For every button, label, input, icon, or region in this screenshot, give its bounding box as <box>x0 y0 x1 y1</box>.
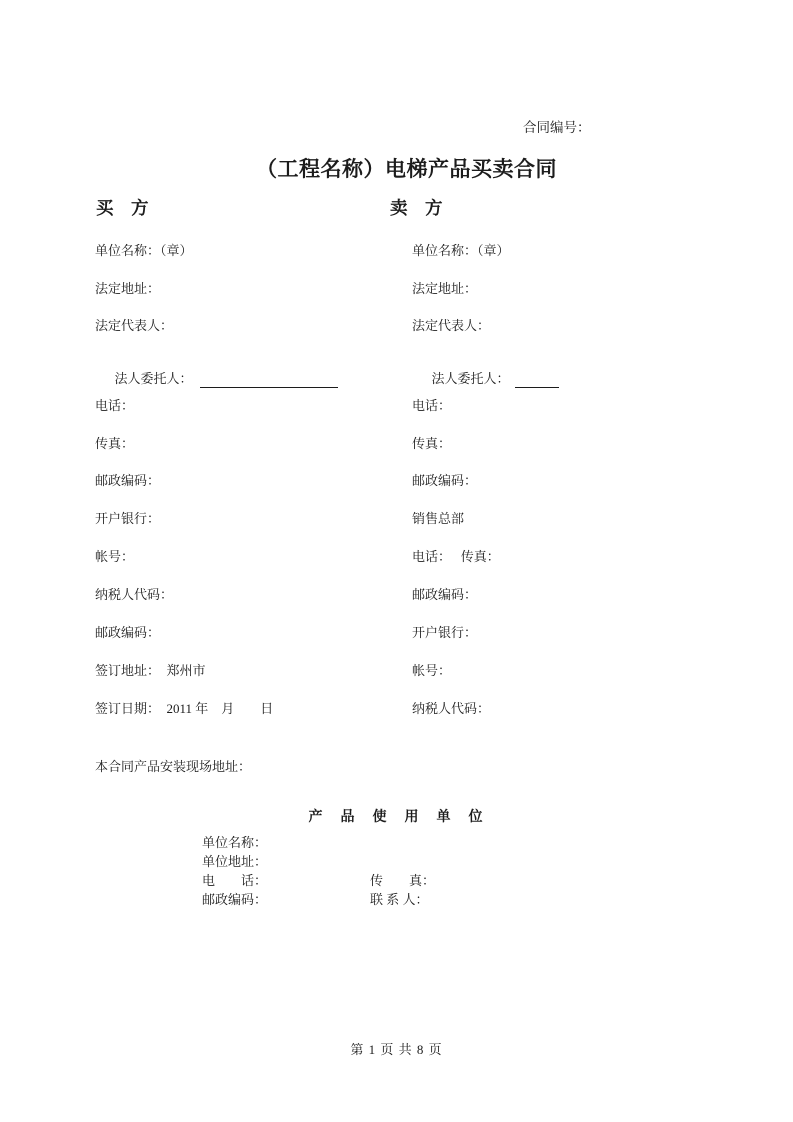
party-row <box>0 243 793 259</box>
document-title: （工程名称）电梯产品买卖合同 <box>256 157 557 181</box>
buyer-account-label: 帐号： <box>95 549 135 564</box>
party-row <box>0 318 793 334</box>
seller-account-label: 帐号： <box>412 663 452 678</box>
seller-legal-address-label: 法定地址： <box>412 281 478 296</box>
buyer-entrusted-agent-field <box>95 356 338 403</box>
party-row <box>0 473 793 489</box>
use-unit-address-label: 单位地址： <box>202 854 268 869</box>
buyer-legal-address-label: 法定地址： <box>95 281 161 296</box>
buyer-entrusted-agent-label: 法人委托人： <box>114 371 193 386</box>
seller-postcode2-label: 邮政编码： <box>412 587 478 602</box>
seller-sales-hq-label: 销售总部 <box>412 511 465 526</box>
signing-place-label: 签订地址： 郑州市 <box>95 663 206 678</box>
seller-section-header: 卖 方 <box>390 198 443 218</box>
party-row <box>0 587 793 603</box>
seller-taxpayer-code-label: 纳税人代码： <box>412 701 491 716</box>
party-row <box>0 625 793 641</box>
use-unit-name-label: 单位名称： <box>202 835 268 850</box>
party-row <box>0 663 793 679</box>
fill-in-line <box>200 375 338 388</box>
seller-unit-name-label: 单位名称：（章） <box>412 243 510 258</box>
seller-postcode-label: 邮政编码： <box>412 473 478 488</box>
party-row <box>0 549 793 565</box>
use-unit-phone-label: 电 话： <box>202 873 268 888</box>
product-use-unit-row <box>0 891 793 910</box>
seller-entrusted-agent-label: 法人委托人： <box>431 371 510 386</box>
use-unit-fax-label: 传 真： <box>370 873 436 888</box>
party-row <box>0 281 793 297</box>
party-row <box>0 436 793 452</box>
buyer-postcode-label: 邮政编码： <box>95 473 161 488</box>
seller-phone-fax-label: 电话： 传真： <box>412 549 500 564</box>
contract-number-label: 合同编号： <box>523 120 591 135</box>
party-row <box>0 511 793 527</box>
party-row <box>0 701 793 717</box>
fill-in-line <box>515 375 559 388</box>
use-unit-postcode-label: 邮政编码： <box>202 892 268 907</box>
page-number-indicator: 第 1 页 共 8 页 <box>350 1042 443 1057</box>
buyer-unit-name-label: 单位名称：（章） <box>95 243 193 258</box>
seller-entrusted-agent-field <box>412 356 559 403</box>
seller-bank-label: 开户银行： <box>412 625 478 640</box>
buyer-phone-label: 电话： <box>95 398 135 413</box>
buyer-postcode2-label: 邮政编码： <box>95 625 161 640</box>
buyer-bank-label: 开户银行： <box>95 511 161 526</box>
buyer-fax-label: 传真： <box>95 436 135 451</box>
buyer-taxpayer-code-label: 纳税人代码： <box>95 587 174 602</box>
party-row <box>0 356 793 386</box>
seller-fax-label: 传真： <box>412 436 452 451</box>
product-use-unit-row <box>0 872 793 891</box>
seller-phone-label: 电话： <box>412 398 452 413</box>
signing-date-label: 签订日期： 2011 年 月 日 <box>95 701 274 716</box>
product-use-unit-header: 产 品 使 用 单 位 <box>308 810 485 825</box>
installation-site-address-label: 本合同产品安装现场地址： <box>95 759 252 774</box>
buyer-legal-rep-label: 法定代表人： <box>95 318 174 333</box>
party-row <box>0 398 793 414</box>
product-use-unit-row <box>0 834 793 853</box>
use-unit-contact-label: 联 系 人： <box>370 892 429 907</box>
buyer-section-header: 买 方 <box>96 198 149 218</box>
product-use-unit-row <box>0 853 793 872</box>
seller-legal-rep-label: 法定代表人： <box>412 318 491 333</box>
